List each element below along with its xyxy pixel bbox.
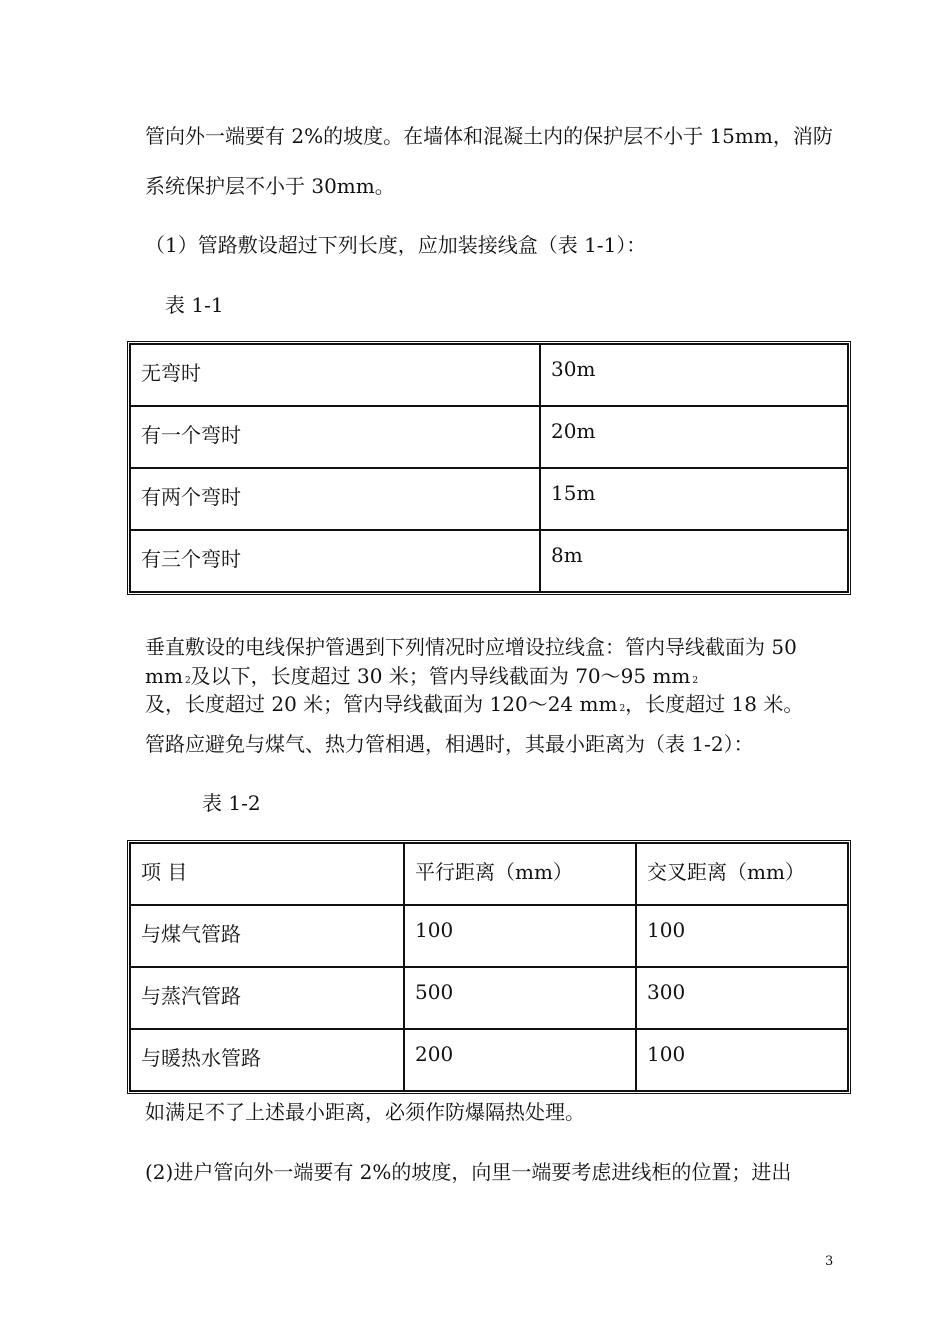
table-1-1 [127,341,851,595]
table-cell: 8m [540,530,848,592]
superscript: 2 [692,676,699,686]
table-header-cell: 项 目 [130,843,404,905]
paragraph-line: （1）管路敷设超过下列长度，应加装接线盒（表 1-1）： [145,233,647,257]
table-row [130,843,848,905]
paragraph-line: 垂直敷设的电线保护管遇到下列情况时应增设拉线盒：管内导线截面为 50 [145,635,797,659]
table-cell: 20m [540,406,848,468]
table-cell: 15m [540,468,848,530]
table2-caption: 表 1-2 [202,791,261,815]
table-cell: 与暖热水管路 [130,1029,404,1091]
table-cell: 200 [404,1029,636,1091]
paragraph-line: 如满足不了上述最小距离，必须作防爆隔热处理。 [145,1100,585,1124]
paragraph-line: 管向外一端要有 2%的坡度。在墙体和混凝土内的保护层不小于 15mm，消防 [145,124,833,148]
table-row [130,406,848,468]
table1-caption: 表 1-1 [165,293,224,317]
table-cell: 100 [636,1029,848,1091]
table-1-2 [127,840,851,1094]
table-cell: 有一个弯时 [130,406,540,468]
paragraph-line [145,694,803,714]
paragraph-line: (2)进户管向外一端要有 2%的坡度，向里一端要考虑进线柜的位置；进出 [145,1160,792,1184]
table-cell: 与煤气管路 [130,905,404,967]
table-cell: 有两个弯时 [130,468,540,530]
table-cell: 有三个弯时 [130,530,540,592]
table-header-cell: 交叉距离（mm） [636,843,848,905]
table-header-cell: 平行距离（mm） [404,843,636,905]
superscript: 2 [619,704,626,714]
table-cell: 无弯时 [130,344,540,406]
table-cell: 100 [404,905,636,967]
text-run: 及以下，长度超过 30 米；管内导线截面为 70～95 mm [190,664,691,688]
text-run: ，长度超过 18 米。 [625,692,804,716]
table-row [130,905,848,967]
table-cell: 100 [636,905,848,967]
table-cell: 500 [404,967,636,1029]
table-row [130,967,848,1029]
table-row [130,468,848,530]
superscript: 2 [184,676,191,686]
table-row [130,530,848,592]
table-cell: 300 [636,967,848,1029]
paragraph-line: 管路应避免与煤气、热力管相遇，相遇时，其最小距离为（表 1-2）： [145,732,754,756]
table-row [130,1029,848,1091]
page-number: 3 [825,1254,834,1269]
unit-text: mm [145,664,183,688]
paragraph-line [145,666,698,686]
paragraph-line: 系统保护层不小于 30mm。 [145,174,395,198]
text-run: 及，长度超过 20 米；管内导线截面为 120～24 mm [145,692,618,716]
table-row [130,344,848,406]
table-cell: 与蒸汽管路 [130,967,404,1029]
table-cell: 30m [540,344,848,406]
